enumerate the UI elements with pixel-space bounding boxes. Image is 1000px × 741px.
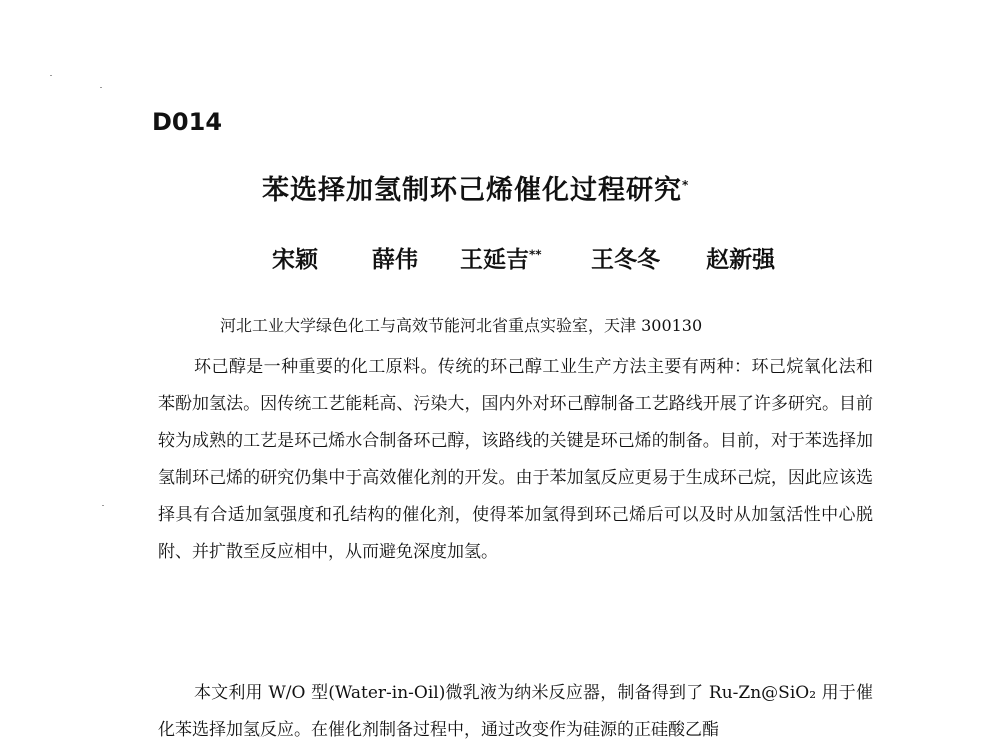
document-code: D014	[152, 108, 223, 136]
affiliation: 河北工业大学绿色化工与高效节能河北省重点实验室，天津 300130	[220, 316, 703, 335]
author: 薛伟	[372, 247, 419, 273]
corresponding-author: 王延吉**	[460, 247, 542, 273]
paper-title	[262, 168, 689, 207]
scan-speck	[50, 75, 52, 76]
title-footnote-mark: *	[682, 178, 690, 192]
author-list	[272, 241, 775, 274]
body-paragraph: 环己醇是一种重要的化工原料。传统的环己醇工业生产方法主要有两种：环己烷氧化法和苯酚加氢法。因传统工艺能耗高、污染大，国内外对环己醇制备工艺路线开展了许多研究。目前较为成熟的工艺是环己烯水合制备环己醇，该路线的关键是环己烯的制备。目前，对于苯选择加氢制环己烯的研究仍集中于高效催化剂的开发。由于苯加氢反应更易于生成环己烷，因此应该选择具有合适加氢强度和孔结构的催化剂，使得苯加氢得到环己烯后可以及时从加氢活性中心脱附、并扩散至反应相中，从而避免深度加氢。	[158, 357, 873, 562]
body-paragraph: 本文利用 W/O 型(Water-in-Oil)微乳液为纳米反应器，制备得到了 Ru-Zn@SiO₂ 用于催化苯选择加氢反应。在催化剂制备过程中，通过改变作为硅源的正硅酸乙酯	[158, 683, 873, 740]
author: 赵新强	[706, 247, 776, 273]
author: 宋颖	[272, 247, 318, 273]
author: 王冬冬	[591, 247, 661, 273]
paper-title-text: 苯选择加氢制环己烯催化过程研究	[262, 175, 682, 206]
scan-speck	[100, 87, 102, 88]
scan-speck	[102, 505, 104, 506]
